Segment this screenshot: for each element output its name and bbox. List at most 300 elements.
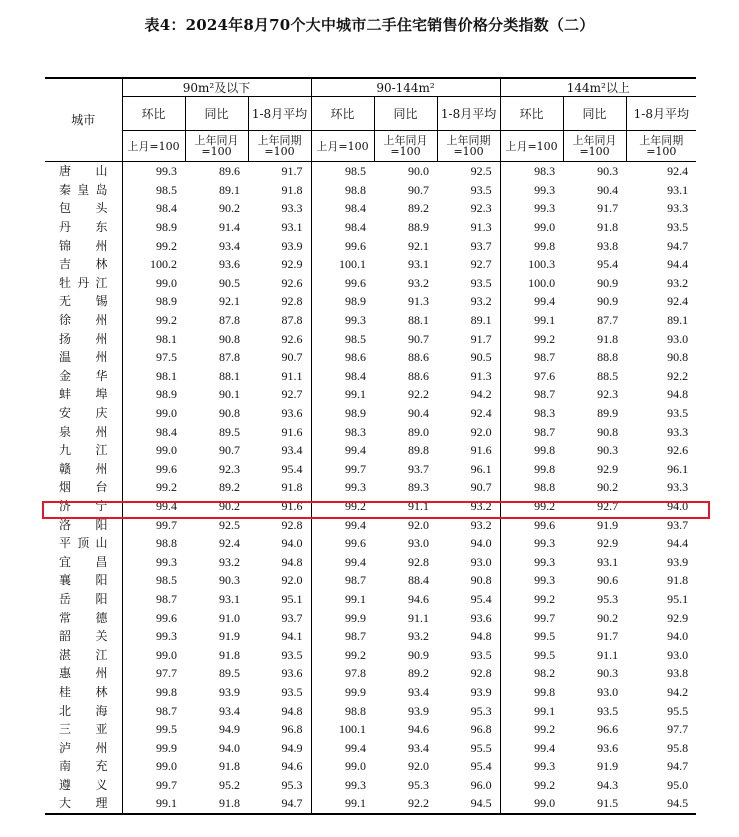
index-value: 99.4: [311, 738, 374, 757]
table-row: [45, 348, 696, 367]
city-name: 唐山: [59, 164, 108, 179]
table-title: 表4：2024年8月70个大中城市二手住宅销售价格分类指数（二）: [144, 16, 595, 34]
index-value: 94.3: [597, 777, 619, 792]
kind-header: 1-8月平均: [626, 97, 696, 131]
index-value: 98.7: [500, 385, 563, 404]
index-value: 99.5: [500, 627, 563, 646]
kind-header: 环比: [500, 97, 563, 131]
index-value: 89.3: [408, 480, 430, 495]
city-name: 扬州: [59, 331, 108, 346]
index-value: 91.7: [281, 164, 303, 179]
index-value: 95.2: [219, 777, 240, 792]
index-value: 88.8: [597, 350, 619, 365]
index-value: 91.8: [219, 759, 240, 774]
index-value: 92.7: [281, 387, 303, 402]
index-value: 93.7: [667, 517, 689, 532]
index-value: 98.2: [500, 664, 563, 683]
index-value: 93.8: [597, 238, 619, 253]
index-value: 100.0: [500, 274, 563, 293]
city-name: 常德: [59, 610, 108, 625]
index-value: 99.3: [311, 311, 374, 330]
index-value: 93.4: [408, 740, 430, 755]
index-value: 92.4: [667, 294, 689, 309]
index-value: 95.8: [667, 740, 689, 755]
index-value: 92.8: [281, 294, 303, 309]
index-value: 99.0: [500, 218, 563, 237]
city-name: 泸州: [59, 740, 108, 755]
index-value: 90.7: [408, 331, 430, 346]
index-value: 93.2: [470, 294, 492, 309]
index-value: 99.9: [311, 683, 374, 702]
index-value: 99.4: [311, 515, 374, 534]
index-value: 96.1: [470, 461, 492, 476]
city-name: 遵义: [59, 777, 108, 792]
index-value: 90.8: [470, 573, 492, 588]
table-row: [45, 311, 696, 330]
index-value: 92.6: [667, 443, 689, 458]
city-name: 无锡: [59, 294, 108, 309]
table-row: [45, 478, 696, 497]
index-value: 98.9: [311, 404, 374, 423]
index-value: 95.5: [667, 703, 689, 718]
index-value: 99.4: [311, 441, 374, 460]
index-value: 92.7: [597, 498, 619, 513]
index-value: 98.9: [122, 218, 185, 237]
table-row: [45, 274, 696, 293]
index-value: 92.9: [667, 610, 689, 625]
index-value: 99.2: [500, 776, 563, 795]
table-row: [45, 552, 696, 571]
index-value: 90.2: [597, 480, 619, 495]
index-value: 99.2: [500, 590, 563, 609]
index-value: 92.5: [470, 164, 492, 179]
city-name: 牡丹江: [59, 275, 108, 290]
table-row: [45, 608, 696, 627]
index-value: 92.0: [470, 424, 492, 439]
table-row: [45, 720, 696, 739]
index-value: 91.3: [470, 220, 492, 235]
index-value: 89.2: [408, 666, 430, 681]
index-value: 93.5: [470, 182, 492, 197]
index-value: 99.1: [311, 590, 374, 609]
index-value: 99.6: [311, 534, 374, 553]
index-value: 94.8: [281, 703, 303, 718]
index-value: 91.6: [470, 443, 492, 458]
index-value: 93.3: [667, 201, 689, 216]
index-value: 91.9: [219, 629, 240, 644]
index-value: 92.3: [470, 201, 492, 216]
index-value: 92.0: [408, 517, 430, 532]
index-value: 98.4: [311, 367, 374, 386]
index-value: 97.7: [667, 722, 689, 737]
table-row: [45, 627, 696, 646]
index-value: 99.6: [122, 608, 185, 627]
index-value: 93.2: [408, 275, 430, 290]
index-value: 90.2: [219, 201, 240, 216]
index-value: 93.0: [597, 684, 619, 699]
kind-header: 环比: [122, 97, 185, 131]
table-row: [45, 441, 696, 460]
index-value: 90.9: [597, 275, 619, 290]
index-value: 87.8: [219, 350, 240, 365]
city-name: 洛阳: [59, 517, 108, 532]
index-value: 93.0: [667, 647, 689, 662]
index-value: 91.1: [597, 647, 619, 662]
index-value: 99.4: [122, 497, 185, 516]
index-value: 99.6: [311, 274, 374, 293]
table-row: [45, 162, 696, 181]
group-header-small: 90m²及以下: [122, 78, 311, 97]
index-value: 100.3: [500, 255, 563, 274]
index-value: 93.5: [470, 275, 492, 290]
index-value: 99.9: [122, 738, 185, 757]
index-value: 99.3: [500, 199, 563, 218]
index-value: 99.7: [500, 608, 563, 627]
index-value: 99.3: [500, 571, 563, 590]
index-value: 98.8: [500, 478, 563, 497]
city-name: 金华: [59, 368, 108, 383]
index-value: 91.5: [597, 796, 619, 811]
index-value: 92.9: [281, 257, 303, 272]
index-value: 88.1: [219, 368, 240, 383]
index-value: 92.9: [597, 536, 619, 551]
table-row: [45, 497, 696, 516]
city-name: 桂林: [59, 684, 108, 699]
index-value: 92.2: [408, 796, 430, 811]
index-value: 94.6: [281, 759, 303, 774]
kind-header: 同比: [374, 97, 437, 131]
index-value: 99.6: [122, 460, 185, 479]
index-value: 92.8: [281, 517, 303, 532]
index-value: 98.5: [122, 181, 185, 200]
index-value: 91.0: [219, 610, 240, 625]
index-value: 95.0: [667, 777, 689, 792]
table-row: [45, 422, 696, 441]
city-name: 赣州: [59, 461, 108, 476]
index-value: 93.2: [470, 517, 492, 532]
index-value: 94.1: [281, 629, 303, 644]
group-header-large: 144m²以上: [500, 78, 696, 97]
index-value: 93.1: [408, 257, 430, 272]
index-value: 92.4: [667, 164, 689, 179]
index-value: 94.6: [408, 722, 430, 737]
index-value: 98.1: [122, 367, 185, 386]
index-value: 96.0: [470, 777, 492, 792]
index-value: 91.1: [281, 368, 303, 383]
kind-header: 1-8月平均: [248, 97, 311, 131]
index-value: 98.8: [311, 181, 374, 200]
index-value: 99.0: [311, 757, 374, 776]
city-name: 秦皇岛: [59, 182, 108, 197]
index-value: 90.4: [597, 182, 619, 197]
index-value: 94.6: [408, 591, 430, 606]
index-value: 93.7: [281, 610, 303, 625]
index-value: 98.4: [122, 199, 185, 218]
index-value: 93.6: [597, 740, 619, 755]
index-value: 92.0: [408, 759, 430, 774]
index-value: 94.9: [219, 722, 240, 737]
index-value: 90.3: [597, 164, 619, 179]
kind-header: 1-8月平均: [437, 97, 500, 131]
index-value: 99.2: [500, 497, 563, 516]
index-value: 95.3: [281, 777, 303, 792]
index-value: 99.5: [500, 645, 563, 664]
index-value: 99.4: [500, 738, 563, 757]
index-value: 91.1: [408, 610, 430, 625]
index-value: 92.3: [597, 387, 619, 402]
table-row: [45, 460, 696, 479]
index-value: 91.4: [219, 220, 240, 235]
city-name: 三亚: [59, 722, 108, 737]
table-row: [45, 701, 696, 720]
index-value: 91.1: [408, 498, 430, 513]
index-value: 95.4: [470, 591, 492, 606]
index-value: 99.3: [500, 181, 563, 200]
index-value: 94.0: [470, 536, 492, 551]
index-value: 99.3: [122, 627, 185, 646]
index-value: 91.3: [408, 294, 430, 309]
index-value: 90.7: [408, 182, 430, 197]
index-value: 92.1: [408, 238, 430, 253]
index-value: 89.5: [219, 666, 240, 681]
table-row: [45, 515, 696, 534]
index-value: 98.7: [311, 627, 374, 646]
index-value: 89.2: [408, 201, 430, 216]
table-body: [45, 162, 696, 814]
index-value: 91.9: [597, 517, 619, 532]
city-name: 温州: [59, 350, 108, 365]
index-value: 88.5: [597, 368, 619, 383]
index-value: 99.4: [311, 552, 374, 571]
index-value: 93.9: [667, 554, 689, 569]
city-name: 韶关: [59, 629, 108, 644]
index-value: 94.2: [470, 387, 492, 402]
table-row: [45, 404, 696, 423]
base-header: 上年同月=100: [374, 131, 437, 162]
index-value: 99.7: [122, 515, 185, 534]
index-value: 93.2: [219, 554, 240, 569]
index-value: 98.9: [122, 385, 185, 404]
city-name: 徐州: [59, 313, 108, 328]
index-value: 96.8: [470, 722, 492, 737]
index-value: 95.1: [667, 591, 689, 606]
index-value: 93.9: [219, 684, 240, 699]
city-name: 济宁: [59, 498, 108, 513]
index-value: 94.7: [281, 796, 303, 811]
index-value: 93.5: [597, 703, 619, 718]
index-value: 96.8: [281, 722, 303, 737]
index-value: 96.6: [597, 722, 619, 737]
index-value: 90.8: [219, 331, 240, 346]
index-value: 91.8: [597, 331, 619, 346]
index-value: 100.1: [311, 255, 374, 274]
index-value: 91.8: [281, 480, 303, 495]
index-value: 93.3: [281, 201, 303, 216]
base-header: 上年同期=100: [437, 131, 500, 162]
index-value: 92.8: [470, 666, 492, 681]
index-value: 89.1: [667, 313, 689, 328]
table-row: [45, 571, 696, 590]
index-value: 98.8: [311, 701, 374, 720]
index-value: 95.4: [470, 759, 492, 774]
index-value: 99.2: [122, 478, 185, 497]
index-value: 88.6: [408, 368, 430, 383]
price-index-table: [45, 77, 696, 815]
index-value: 94.8: [667, 387, 689, 402]
index-value: 93.0: [470, 554, 492, 569]
index-value: 93.4: [281, 443, 303, 458]
index-value: 93.5: [667, 406, 689, 421]
index-value: 98.5: [311, 162, 374, 181]
index-value: 93.0: [667, 331, 689, 346]
index-value: 94.7: [667, 759, 689, 774]
index-value: 99.4: [500, 292, 563, 311]
index-value: 87.8: [219, 313, 240, 328]
city-name: 平顶山: [59, 536, 108, 551]
index-value: 92.8: [408, 554, 430, 569]
index-value: 90.9: [597, 294, 619, 309]
index-value: 92.1: [219, 294, 240, 309]
kind-header: 同比: [563, 97, 626, 131]
index-value: 98.7: [500, 348, 563, 367]
index-value: 93.6: [219, 257, 240, 272]
index-value: 99.1: [311, 385, 374, 404]
index-value: 90.7: [470, 480, 492, 495]
index-value: 93.3: [667, 480, 689, 495]
index-value: 91.8: [219, 796, 240, 811]
index-value: 89.1: [219, 182, 240, 197]
index-value: 94.8: [281, 554, 303, 569]
table-row: [45, 590, 696, 609]
index-value: 95.5: [470, 740, 492, 755]
base-header: 上月=100: [122, 131, 185, 162]
table-row: [45, 534, 696, 553]
table-row: [45, 683, 696, 702]
index-value: 90.4: [408, 406, 430, 421]
city-column-header: 城市: [71, 113, 96, 127]
index-value: 92.7: [470, 257, 492, 272]
index-value: 91.7: [470, 331, 492, 346]
index-value: 98.6: [311, 348, 374, 367]
index-value: 90.5: [219, 275, 240, 290]
base-header: 上年同月=100: [563, 131, 626, 162]
base-header: 上月=100: [311, 131, 374, 162]
index-value: 99.0: [122, 404, 185, 423]
city-name: 岳阳: [59, 591, 108, 606]
index-value: 93.8: [667, 666, 689, 681]
index-value: 90.5: [470, 350, 492, 365]
index-value: 94.7: [667, 238, 689, 253]
index-value: 99.2: [500, 329, 563, 348]
table-row: [45, 218, 696, 237]
index-value: 98.9: [122, 292, 185, 311]
base-header: 上月=100: [500, 131, 563, 162]
index-value: 94.0: [219, 740, 240, 755]
index-value: 90.3: [597, 443, 619, 458]
index-value: 89.1: [470, 313, 492, 328]
index-value: 92.3: [219, 461, 240, 476]
index-value: 91.8: [219, 647, 240, 662]
index-value: 91.6: [281, 424, 303, 439]
base-header: 上年同期=100: [626, 131, 696, 162]
index-value: 99.2: [122, 311, 185, 330]
index-value: 97.6: [500, 367, 563, 386]
index-value: 99.8: [500, 441, 563, 460]
index-value: 93.6: [281, 406, 303, 421]
index-value: 98.8: [122, 534, 185, 553]
index-value: 100.1: [311, 720, 374, 739]
index-value: 88.9: [408, 220, 430, 235]
index-value: 90.8: [667, 350, 689, 365]
index-value: 89.8: [408, 443, 430, 458]
table-row: [45, 738, 696, 757]
index-value: 99.8: [500, 460, 563, 479]
index-value: 93.5: [281, 647, 303, 662]
index-value: 95.3: [408, 777, 430, 792]
index-value: 95.4: [281, 461, 303, 476]
index-value: 98.7: [500, 422, 563, 441]
index-value: 90.3: [219, 573, 240, 588]
city-name: 吉林: [59, 257, 108, 272]
table-row: [45, 385, 696, 404]
index-value: 99.3: [122, 162, 185, 181]
city-name: 烟台: [59, 480, 108, 495]
index-value: 99.6: [500, 515, 563, 534]
city-name: 九江: [59, 443, 108, 458]
index-value: 99.9: [311, 608, 374, 627]
index-value: 88.4: [408, 573, 430, 588]
index-value: 92.9: [597, 461, 619, 476]
index-value: 93.9: [470, 684, 492, 699]
city-name: 泉州: [59, 424, 108, 439]
index-value: 90.7: [281, 350, 303, 365]
index-value: 90.7: [219, 443, 240, 458]
index-value: 90.8: [219, 406, 240, 421]
index-value: 98.5: [122, 571, 185, 590]
city-name: 南充: [59, 759, 108, 774]
index-value: 99.8: [500, 683, 563, 702]
index-value: 90.1: [219, 387, 240, 402]
table-row: [45, 181, 696, 200]
index-value: 89.9: [597, 406, 619, 421]
index-value: 89.5: [219, 424, 240, 439]
index-value: 93.6: [281, 666, 303, 681]
city-name: 蚌埠: [59, 387, 108, 402]
table-row: [45, 199, 696, 218]
index-value: 100.2: [122, 255, 185, 274]
index-value: 99.7: [122, 776, 185, 795]
index-value: 99.2: [311, 645, 374, 664]
index-value: 95.4: [597, 257, 619, 272]
index-value: 91.8: [281, 182, 303, 197]
index-value: 98.1: [122, 329, 185, 348]
index-value: 93.9: [281, 238, 303, 253]
index-value: 99.8: [500, 236, 563, 255]
index-value: 88.1: [408, 313, 430, 328]
index-value: 98.9: [311, 292, 374, 311]
index-value: 95.3: [470, 703, 492, 718]
table-row: [45, 776, 696, 795]
index-value: 97.8: [311, 664, 374, 683]
index-value: 90.8: [597, 424, 619, 439]
group-header-medium: 90-144m²: [311, 78, 500, 97]
city-name: 惠州: [59, 666, 108, 681]
index-value: 99.3: [500, 757, 563, 776]
table-row: [45, 794, 696, 814]
index-value: 99.2: [311, 497, 374, 516]
index-value: 90.9: [408, 647, 430, 662]
index-value: 98.3: [311, 422, 374, 441]
